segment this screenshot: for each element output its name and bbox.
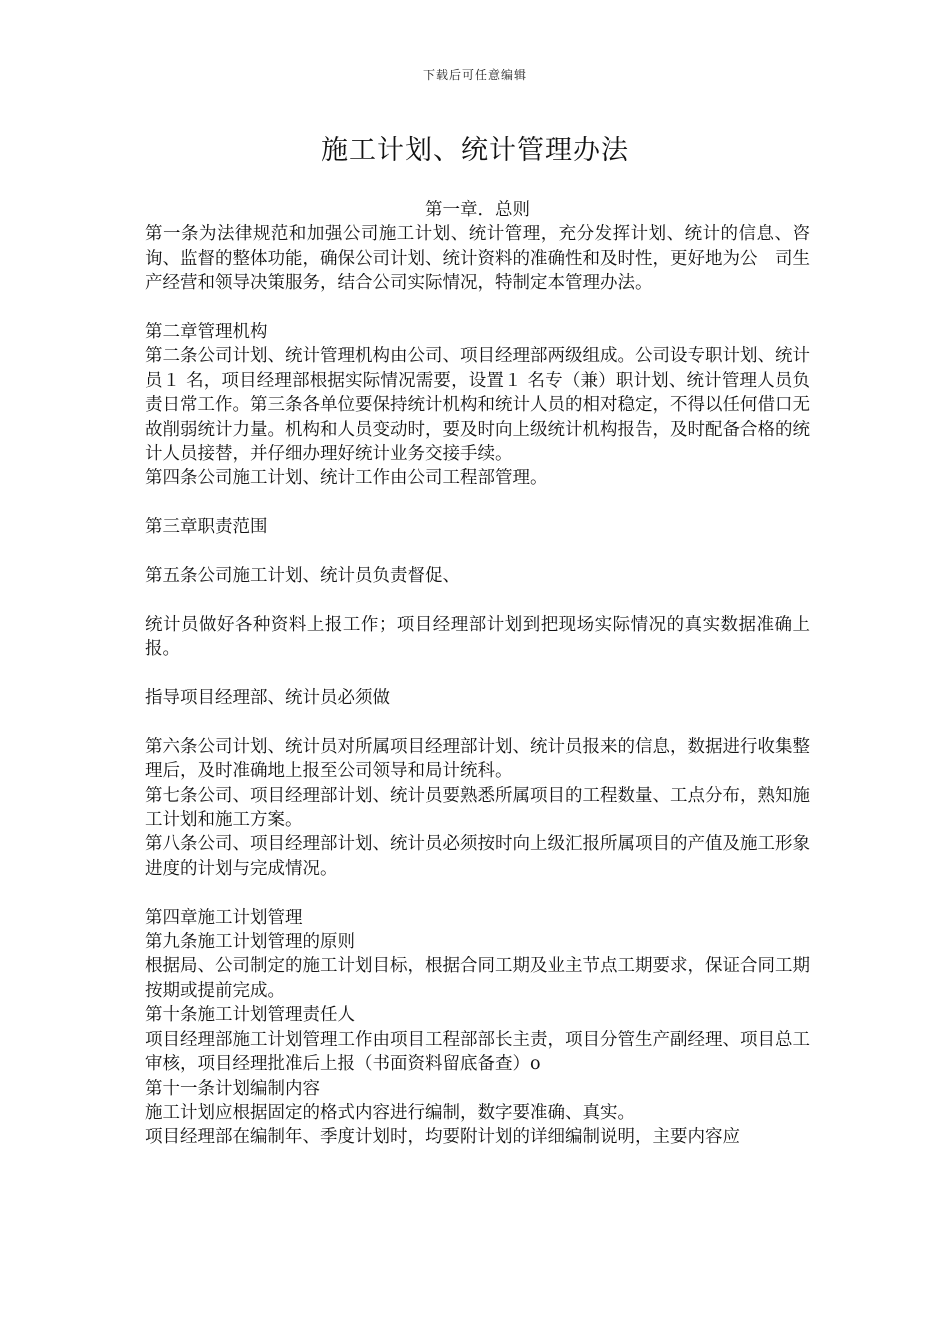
article-2-3: 第二条公司计划、统计管理机构由公司、项目经理部两级组成。公司设专职计划、统计员１ 名，项目经理部根据实际情况需要，设置１ 名专（兼）职计划、统计管理人员负责日常工作。第三条各单位要保持统计机构和统计人员的相对稳定，不得以任何借口无故削弱统计力量。机构和人员变动时，要及时向上级统计机构报告，及时配备合格的统计人员接替，并仔细办理好统计业务交接手续。 xyxy=(145,346,810,465)
chapter-4-heading: 第四章施工计划管理 xyxy=(145,907,303,928)
chapter-1-heading: 第一章．总则 xyxy=(425,200,530,220)
document-title: 施工计划、统计管理办法 xyxy=(321,135,629,166)
chapter-2-heading: 第二章管理机构 xyxy=(145,322,268,343)
article-10-body: 项目经理部施工计划管理工作由项目工程部部长主责，项目分管生产副经理、项目总工审核，项目经理批准后上报（书面资料留底备查）o xyxy=(145,1029,810,1075)
paragraph-gap xyxy=(145,296,810,320)
chapter-3-heading: 第三章职责范围 xyxy=(145,517,268,538)
article-4: 第四条公司施工计划、统计工作由公司工程部管理。 xyxy=(145,468,548,489)
paragraph-gap xyxy=(145,662,810,686)
article-5-continuation: 统计员做好各种资料上报工作；项目经理部计划到把现场实际情况的真实数据准确上报。 xyxy=(145,614,810,660)
guide-line: 指导项目经理部、统计员必须做 xyxy=(145,688,390,709)
article-11-body-1: 施工计划应根据固定的格式内容进行编制，数字要准确、真实。 xyxy=(145,1102,635,1123)
paragraph-gap xyxy=(145,540,810,564)
paragraph-gap xyxy=(145,710,810,734)
article-10-heading: 第十条施工计划管理责任人 xyxy=(145,1005,355,1026)
article-9-body: 根据局、公司制定的施工计划目标，根据合同工期及业主节点工期要求，保证合同工期按期或提前完成。 xyxy=(145,956,810,1001)
article-11-body-2: 项目经理部在编制年、季度计划时，均要附计划的详细编制说明，主要内容应 xyxy=(145,1127,740,1148)
paragraph-gap xyxy=(145,491,810,515)
article-11-heading: 第十一条计划编制内容 xyxy=(145,1078,320,1099)
article-8: 第八条公司、项目经理部计划、统计员必须按时向上级汇报所属项目的产值及施工形象进度的计划与完成情况。 xyxy=(145,834,810,879)
article-1: 第一条为法律规范和加强公司施工计划、统计管理，充分发挥计划、统计的信息、咨询、监督的整体功能，确保公司计划、统计资料的准确性和及时性，更好地为公 司生产经营和领导决策服务，结合公司实际情况，特制定本管理办法。 xyxy=(145,224,810,294)
paragraph-gap xyxy=(145,588,810,612)
document-body xyxy=(145,198,810,1150)
article-5: 第五条公司施工计划、统计员负责督促、 xyxy=(145,566,460,587)
article-6: 第六条公司计划、统计员对所属项目经理部计划、统计员报来的信息，数据进行收集整理后，及时准确地上报至公司领导和局计统科。 xyxy=(145,736,810,782)
article-7: 第七条公司、项目经理部计划、统计员要熟悉所属项目的工程数量、工点分布，熟知施工计划和施工方案。 xyxy=(145,785,810,831)
article-9-heading: 第九条施工计划管理的原则 xyxy=(145,932,355,953)
paragraph-gap xyxy=(145,881,810,905)
header-note: 下载后可任意编辑 xyxy=(422,68,527,82)
